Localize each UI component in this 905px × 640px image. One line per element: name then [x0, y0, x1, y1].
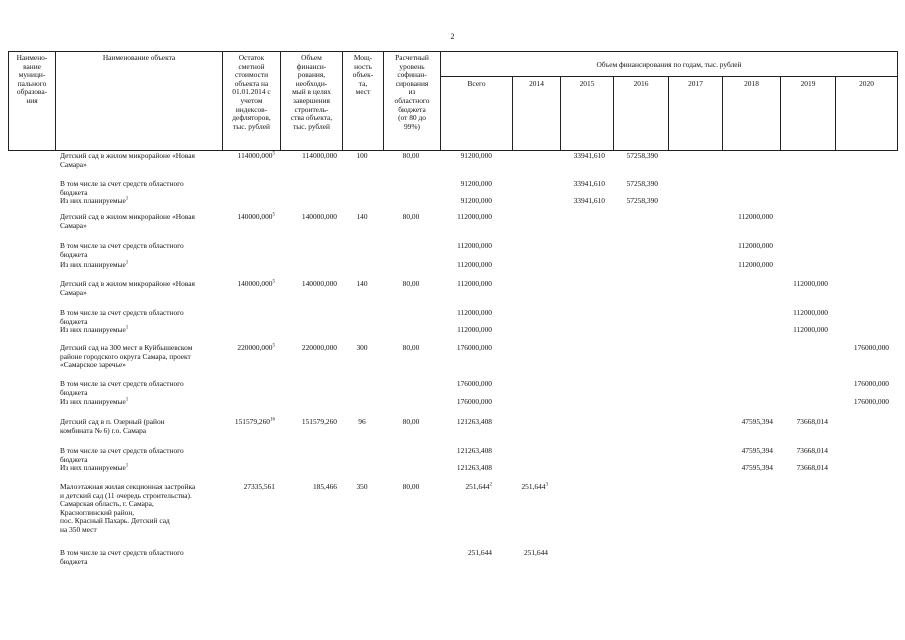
- row-12-object-name-text: Детский сад в п. Озерный (район комбината № 6) г.о. Самара: [60, 417, 165, 435]
- row-11-total-text: 176000,000: [456, 397, 492, 406]
- row-2-total-text: 91200,000: [460, 196, 492, 205]
- header-year-2017: 2017: [688, 79, 703, 88]
- row-3-y2018-text: 112000,000: [738, 212, 773, 221]
- header-object-name: Наименование объекта: [102, 53, 176, 62]
- row-7-object-name: [60, 309, 224, 326]
- row-12-cost-footnote-mark: 16: [270, 417, 275, 423]
- row-14-y2019-text: 73668,014: [796, 463, 828, 472]
- header-funding-by-years: Объем финансирования по годам, тыс. рублей: [596, 60, 742, 69]
- row-0-need-text: 114000,000: [302, 151, 337, 160]
- row-12-need-text: 151579,260: [301, 417, 337, 426]
- row-6-total-text: 112000,000: [457, 279, 492, 288]
- row-0-y2016-text: 57258,390: [626, 151, 658, 160]
- row-8-total: [422, 326, 492, 335]
- row-9-cost-footnote-mark: 5: [272, 343, 275, 349]
- row-10-object-name-text: В том числе за счет средств областного бюджета: [60, 379, 184, 397]
- row-8-total-text: 112000,000: [457, 325, 492, 334]
- row-15-level-text: 80,00: [402, 482, 420, 491]
- row-14-object-name-text: Из них планируемые: [60, 463, 126, 472]
- row-13-y2019: [758, 447, 828, 456]
- row-12-need: [267, 418, 337, 427]
- row-6-cap-text: 140: [356, 279, 368, 288]
- row-6-y2019: [758, 280, 828, 289]
- row-14-y2019: [758, 464, 828, 473]
- row-3-level-text: 80,00: [402, 212, 420, 221]
- row-5-y2018-text: 112000,000: [738, 260, 773, 269]
- row-7-total-text: 112000,000: [457, 308, 492, 317]
- row-7-y2019-text: 112000,000: [793, 308, 828, 317]
- row-2-y2016: [588, 197, 658, 206]
- row-12-cost: [205, 418, 275, 427]
- row-0-cost: [205, 152, 275, 161]
- row-15-object-name-text: Малоэтажная жилая секционная застройка и детский сад (11 очередь строительства). Самарская область, г. Самара, Красноглинский район, пос. Красный Пахарь. Детский сад на 350 мест: [60, 482, 196, 534]
- row-7-object-name-text: В том числе за счет средств областного бюджета: [60, 308, 184, 326]
- row-8-object-name-footnote-mark: 1: [125, 325, 129, 331]
- row-3-need: [267, 213, 337, 222]
- row-11-object-name-footnote-mark: 1: [125, 397, 129, 403]
- row-1-y2016: [588, 180, 658, 189]
- row-15-y2014-footnote-mark: 3: [545, 482, 548, 488]
- row-3-cost-text: 140000,000: [237, 212, 273, 221]
- row-16-y2014-text: 251,644: [523, 548, 548, 557]
- row-12-total: [422, 418, 492, 427]
- row-1-total: [422, 180, 492, 189]
- row-3-level: [391, 213, 431, 222]
- row-2-object-name-footnote-mark: 1: [125, 196, 129, 202]
- row-15-cost-text: 27335,561: [243, 482, 275, 491]
- header-capacity: Мощ- ность объек- та, мест: [352, 53, 374, 97]
- row-13-object-name: [60, 447, 224, 464]
- row-0-cost-text: 114000,000: [237, 151, 273, 160]
- row-9-object-name-text: Детский сад на 300 мест в Куйбышевском районе городского округа Самара, проект «Самарское заречье»: [60, 343, 193, 370]
- row-2-y2015-text: 33941,610: [573, 196, 605, 205]
- row-0-y2016: [588, 152, 658, 161]
- row-13-total: [422, 447, 492, 456]
- row-9-cap: [342, 344, 382, 353]
- row-3-need-text: 140000,000: [301, 212, 337, 221]
- row-9-total: [422, 344, 492, 353]
- row-15-object-name: [60, 483, 224, 535]
- row-3-y2018: [703, 213, 773, 222]
- row-14-total: [422, 464, 492, 473]
- row-9-need: [267, 344, 337, 353]
- row-6-total: [422, 280, 492, 289]
- header-funding-needed: Объем финанси- рования, необходи- мый в целях завершения строитель- ства объекта, тыс. рублей: [290, 53, 333, 131]
- row-12-y2019-text: 73668,014: [796, 417, 828, 426]
- header-year-2014: 2014: [529, 79, 544, 88]
- row-8-object-name: [60, 326, 224, 335]
- row-6-cost: [205, 280, 275, 289]
- row-12-level-text: 80,00: [402, 417, 420, 426]
- row-9-cap-text: 300: [356, 343, 368, 352]
- row-3-total: [422, 213, 492, 222]
- row-9-need-text: 220000,000: [301, 343, 337, 352]
- row-7-total: [422, 309, 492, 318]
- row-6-need: [267, 280, 337, 289]
- row-11-y2020-text: 176000,000: [853, 397, 889, 406]
- row-14-total-text: 121263,408: [456, 463, 492, 472]
- row-6-level: [391, 280, 431, 289]
- row-0-cap-text: 100: [356, 151, 368, 160]
- header-year-2020: 2020: [859, 79, 874, 88]
- row-0-cost-footnote-mark: 5: [272, 151, 275, 157]
- row-12-cap-text: 96: [358, 417, 366, 426]
- row-9-y2020: [819, 344, 889, 353]
- row-16-total-text: 251,644: [467, 548, 492, 557]
- row-15-need: [267, 483, 337, 492]
- row-4-total: [422, 242, 492, 251]
- row-10-total-text: 176000,000: [456, 379, 492, 388]
- header-remaining-cost: Остаток сметной стоимости объекта на 01.01.2014 с учетом индексов- дефляторов, тыс. рублей: [232, 53, 271, 131]
- header-municipality: Наимено- вание муници- пального образова- ния: [16, 53, 48, 105]
- row-16-object-name: [60, 549, 224, 566]
- row-0-y2015-text: 33941,610: [573, 151, 605, 160]
- row-0-object-name-text: Детский сад в жилом микрорайоне «Новая Самара»: [60, 151, 195, 169]
- header-total: Всего: [467, 79, 486, 88]
- row-3-cap: [342, 213, 382, 222]
- row-10-y2020-text: 176000,000: [853, 379, 889, 388]
- row-12-cost-text: 151579,260: [234, 417, 270, 426]
- row-9-y2020-text: 176000,000: [853, 343, 889, 352]
- row-5-total-text: 112000,000: [457, 260, 492, 269]
- row-2-object-name-text: Из них планируемые: [60, 196, 126, 205]
- row-4-y2018-text: 112000,000: [738, 241, 773, 250]
- row-14-object-name: [60, 464, 224, 473]
- row-13-total-text: 121263,408: [456, 446, 492, 455]
- row-0-level: [391, 152, 431, 161]
- row-9-cost: [205, 344, 275, 353]
- row-6-cost-text: 140000,000: [237, 279, 273, 288]
- row-10-y2020: [819, 380, 889, 389]
- row-15-total-footnote-mark: 2: [489, 482, 492, 488]
- row-11-y2020: [819, 398, 889, 407]
- row-15-cap-text: 350: [356, 482, 368, 491]
- row-3-cost: [205, 213, 275, 222]
- row-2-total: [422, 197, 492, 206]
- row-8-object-name-text: Из них планируемые: [60, 325, 126, 334]
- row-15-need-text: 185,466: [312, 482, 337, 491]
- row-2-y2016-text: 57258,390: [626, 196, 658, 205]
- row-9-level: [391, 344, 431, 353]
- row-15-y2014-text: 251,644: [521, 482, 546, 491]
- row-4-y2018: [703, 242, 773, 251]
- row-10-total: [422, 380, 492, 389]
- row-5-object-name-footnote-mark: 1: [125, 260, 129, 266]
- row-6-need-text: 140000,000: [301, 279, 337, 288]
- row-16-y2014: [478, 549, 548, 558]
- row-9-total-text: 176000,000: [456, 343, 492, 352]
- row-6-object-name: [60, 280, 224, 297]
- row-13-y2018-text: 47595,394: [741, 446, 773, 455]
- page-number: 2: [450, 32, 455, 41]
- row-9-level-text: 80,00: [402, 343, 420, 352]
- row-7-y2019: [758, 309, 828, 318]
- row-12-level: [391, 418, 431, 427]
- row-3-object-name-text: Детский сад в жилом микрорайоне «Новая Самара»: [60, 212, 195, 230]
- row-3-object-name: [60, 213, 224, 230]
- row-6-object-name-text: Детский сад в жилом микрорайоне «Новая Самара»: [60, 279, 195, 297]
- row-4-total-text: 112000,000: [457, 241, 492, 250]
- row-11-total: [422, 398, 492, 407]
- row-6-y2019-text: 112000,000: [793, 279, 828, 288]
- row-1-y2016-text: 57258,390: [626, 179, 658, 188]
- row-12-object-name: [60, 418, 224, 435]
- row-6-cap: [342, 280, 382, 289]
- row-12-cap: [342, 418, 382, 427]
- row-3-cap-text: 140: [356, 212, 368, 221]
- row-14-y2018-text: 47595,394: [741, 463, 773, 472]
- row-3-cost-footnote-mark: 5: [272, 212, 275, 218]
- row-14-object-name-footnote-mark: 1: [125, 463, 129, 469]
- row-15-y2014: [478, 483, 548, 492]
- row-13-y2019-text: 73668,014: [796, 446, 828, 455]
- row-6-cost-footnote-mark: 5: [272, 279, 275, 285]
- row-2-object-name: [60, 197, 224, 206]
- row-13-object-name-text: В том числе за счет средств областного бюджета: [60, 446, 184, 464]
- row-6-level-text: 80,00: [402, 279, 420, 288]
- row-1-object-name: [60, 180, 224, 197]
- row-11-object-name-text: Из них планируемые: [60, 397, 126, 406]
- row-5-total: [422, 261, 492, 270]
- header-year-2015: 2015: [579, 79, 595, 88]
- row-15-cap: [342, 483, 382, 492]
- row-16-object-name-text: В том числе за счет средств областного бюджета: [60, 548, 184, 566]
- row-8-y2019: [758, 326, 828, 335]
- row-5-object-name: [60, 261, 224, 270]
- row-15-cost: [205, 483, 275, 492]
- row-9-cost-text: 220000,000: [237, 343, 273, 352]
- row-0-level-text: 80,00: [402, 151, 420, 160]
- header-year-2019: 2019: [800, 79, 816, 88]
- row-4-object-name: [60, 242, 224, 259]
- row-10-object-name: [60, 380, 224, 397]
- header-cofinancing-level: Расчетный уровень софинан- сирования из областного бюджета (от 80 до 99%): [394, 53, 430, 131]
- row-1-object-name-text: В том числе за счет средств областного бюджета: [60, 179, 184, 197]
- row-11-object-name: [60, 398, 224, 407]
- row-1-total-text: 91200,000: [460, 179, 492, 188]
- header-year-2018: 2018: [744, 79, 759, 88]
- row-0-total: [422, 152, 492, 161]
- row-9-object-name: [60, 344, 224, 370]
- row-4-object-name-text: В том числе за счет средств областного бюджета: [60, 241, 184, 259]
- row-12-y2018-text: 47595,394: [741, 417, 773, 426]
- row-5-y2018: [703, 261, 773, 270]
- row-0-object-name: [60, 152, 224, 169]
- row-12-y2019: [758, 418, 828, 427]
- row-0-total-text: 91200,000: [460, 151, 492, 160]
- row-1-y2015-text: 33941,610: [573, 179, 605, 188]
- row-3-total-text: 112000,000: [457, 212, 492, 221]
- row-0-need: [267, 152, 337, 161]
- header-year-2016: 2016: [633, 79, 649, 88]
- row-15-level: [391, 483, 431, 492]
- row-12-total-text: 121263,408: [456, 417, 492, 426]
- row-15-total-text: 251,644: [465, 482, 490, 491]
- row-5-object-name-text: Из них планируемые: [60, 260, 126, 269]
- row-0-cap: [342, 152, 382, 161]
- row-8-y2019-text: 112000,000: [793, 325, 828, 334]
